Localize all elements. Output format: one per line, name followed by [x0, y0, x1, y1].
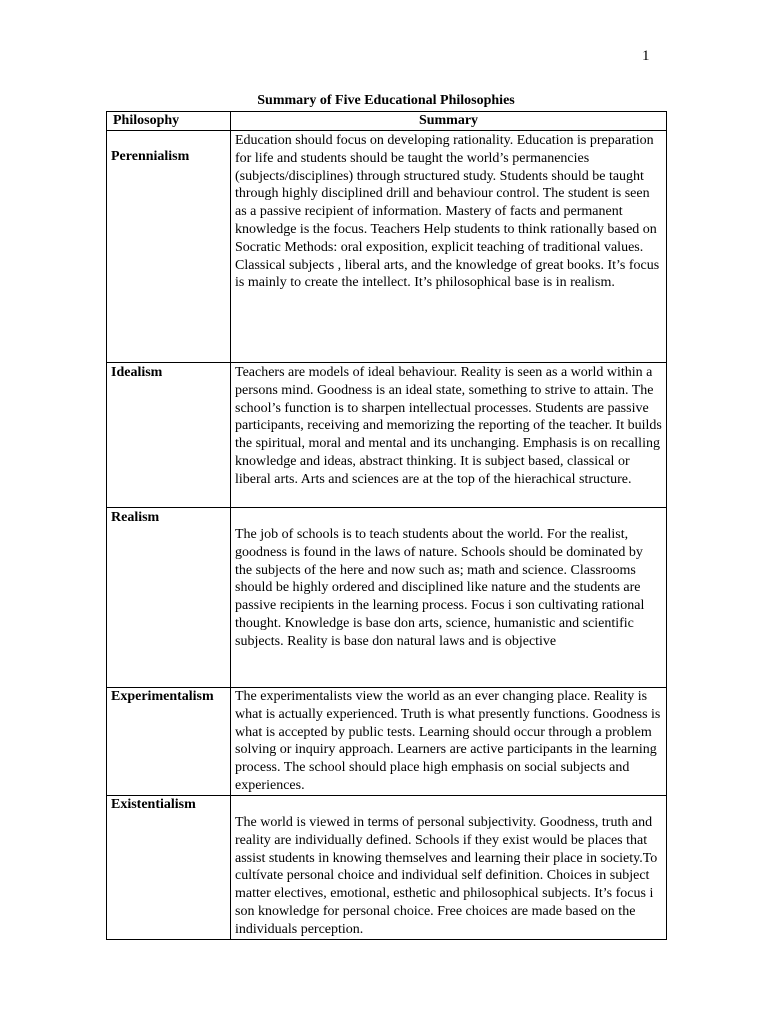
philosophy-label-idealism: Idealism: [111, 365, 163, 380]
philosophies-table: [106, 111, 667, 940]
philosophy-label-experimentalism: Experimentalism: [111, 689, 214, 704]
philosophy-name: [107, 131, 231, 363]
table-row: [107, 131, 667, 363]
philosophy-summary: The job of schools is to teach students about the world. For the realist, goodness is found in the laws of nature. Schools should be dominated by the subjects of the here and now such as; math and science. Classrooms should be highly ordered and disciplined like nature and the students are passive recipients in the learning process. Focus i son cultivating rational thought. Knowledge is base don arts, science, humanistic and scientific subjects. Reality is base don natural laws and is objective: [231, 508, 667, 688]
page-number: 1: [642, 48, 650, 64]
philosophy-name: [107, 796, 231, 940]
philosophy-name: [107, 688, 231, 796]
philosophy-summary: The world is viewed in terms of personal subjectivity. Goodness, truth and reality are individually defined. Schools if they exist would be places that assist students in knowing themselves and learning their place in society.To cultívate personal choice and individual self definition. Choices in subject matter electives, emotional, esthetic and philosophical subjects. It’s focus i son knowledge for personal choice. Free choices are made based on the individuals perception.: [231, 796, 667, 940]
philosophy-name: [107, 508, 231, 688]
table-row: [107, 508, 667, 688]
philosophy-label-realism: Realism: [111, 510, 160, 525]
table-row: [107, 796, 667, 940]
philosophy-label-existentialism: Existentialism: [111, 797, 196, 812]
philosophy-label-perennialism: Perennialism: [111, 149, 190, 164]
philosophy-summary: Education should focus on developing rationality. Education is preparation for life and students should be taught the world’s permanencies (subjects/disciplines) through structured study. Students should be taught through highly disciplined drill and behaviour control. The student is seen as a passive recipient of information. Mastery of facts and permanent knowledge is the focus. Teachers Help students to think rationally based on Socratic Methods: oral exposition, explicit teaching of traditional values. Classical subjects , liberal arts, and the knowledge of great books. It’s focus is mainly to create the intellect. It’s philosophical base is in realism.: [231, 131, 667, 363]
philosophy-summary: Teachers are models of ideal behaviour. Reality is seen as a world within a persons mind. Goodness is an ideal state, something to strive to attain. The school’s function is to sharpen intellectual processes. Students are passive participants, receiving and memorizing the reporting of the teacher. It builds the spiritual, moral and mental and its unchanging. Emphasis is on recalling knowledge and ideas, abstract thinking. It is subject based, classical or liberal arts. Arts and sciences are at the top of the hierachical structure.: [231, 363, 667, 508]
table-row: [107, 363, 667, 508]
philosophy-summary: The experimentalists view the world as an ever changing place. Reality is what is actually experienced. Truth is what presently functions. Goodness is what is accepted by public tests. Learning should occur through a problem solving or inquiry approach. Learners are active participants in the learning process. The school should place high emphasis on social subjects and experiences.: [231, 688, 667, 796]
column-header-summary: Summary: [231, 112, 667, 131]
column-header-philosophy: Philosophy: [107, 112, 231, 131]
philosophy-name: [107, 363, 231, 508]
table-header-row: [107, 112, 667, 131]
table-row: [107, 688, 667, 796]
document-title: Summary of Five Educational Philosophies: [257, 93, 515, 108]
